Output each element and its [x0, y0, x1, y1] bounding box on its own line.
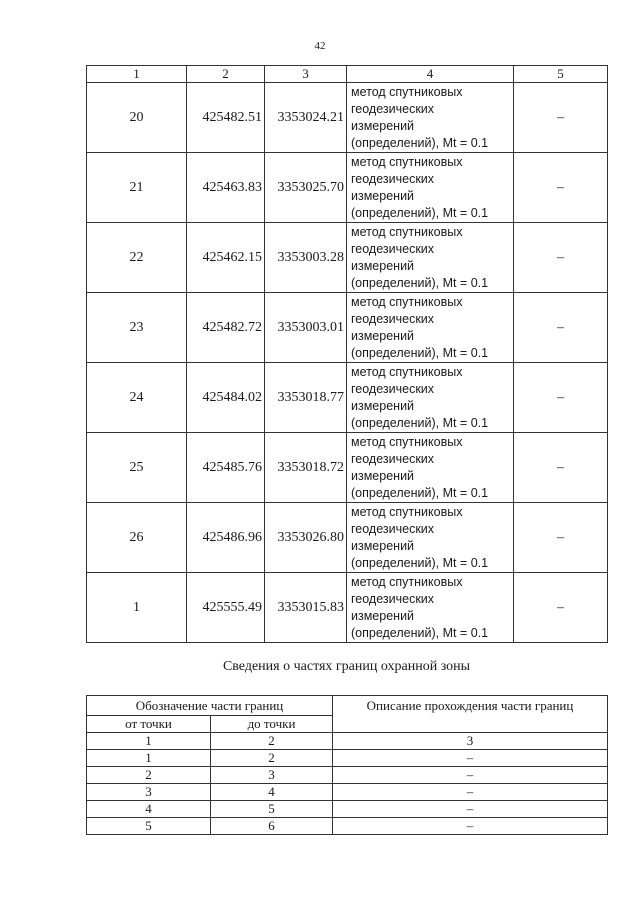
part-description: – [333, 750, 608, 767]
measurement-method [347, 223, 514, 293]
table-row [87, 784, 608, 801]
method-line: измерений [351, 258, 415, 273]
column-index: 2 [211, 733, 333, 750]
method-line: геодезических [351, 521, 435, 536]
page-number: 42 [314, 40, 326, 52]
point-number: 21 [87, 153, 187, 223]
column-index: 3 [333, 733, 608, 750]
to-point: 2 [211, 750, 333, 767]
method-line: метод спутниковых [351, 224, 463, 239]
header-description: Описание прохождения части границ [333, 696, 608, 733]
from-point: 3 [87, 784, 211, 801]
method-line: геодезических [351, 451, 435, 466]
note: – [514, 223, 608, 293]
section-heading: Сведения о частях границ охранной зоны [222, 659, 471, 674]
method-line: (определений), Mt = 0.1 [351, 135, 489, 150]
table-row [87, 223, 608, 293]
measurement-method [347, 83, 514, 153]
y-coordinate: 3353003.01 [265, 293, 347, 363]
header-part-designation: Обозначение части границ [87, 696, 333, 716]
to-point: 6 [211, 818, 333, 835]
column-header: 3 [265, 66, 347, 83]
y-coordinate: 3353003.28 [265, 223, 347, 293]
part-description: – [333, 818, 608, 835]
y-coordinate: 3353015.83 [265, 573, 347, 643]
table-row [87, 433, 608, 503]
note: – [514, 293, 608, 363]
x-coordinate: 425486.96 [187, 503, 265, 573]
part-description: – [333, 801, 608, 818]
note: – [514, 83, 608, 153]
x-coordinate: 425484.02 [187, 363, 265, 433]
method-line: геодезических [351, 171, 435, 186]
table-row [87, 750, 608, 767]
y-coordinate: 3353026.80 [265, 503, 347, 573]
note: – [514, 433, 608, 503]
column-header: 4 [347, 66, 514, 83]
coordinates-header-row [87, 66, 608, 83]
table-row [87, 153, 608, 223]
from-point: 2 [87, 767, 211, 784]
method-line: (определений), Mt = 0.1 [351, 555, 489, 570]
method-line: измерений [351, 328, 415, 343]
point-number: 20 [87, 83, 187, 153]
note: – [514, 573, 608, 643]
measurement-method [347, 153, 514, 223]
method-line: (определений), Mt = 0.1 [351, 275, 489, 290]
x-coordinate: 425555.49 [187, 573, 265, 643]
y-coordinate: 3353025.70 [265, 153, 347, 223]
method-line: метод спутниковых [351, 84, 463, 99]
method-line: метод спутниковых [351, 504, 463, 519]
x-coordinate: 425463.83 [187, 153, 265, 223]
method-line: геодезических [351, 311, 435, 326]
column-header: 2 [187, 66, 265, 83]
method-line: измерений [351, 608, 415, 623]
table-row [87, 363, 608, 433]
measurement-method [347, 433, 514, 503]
from-point: 1 [87, 750, 211, 767]
method-line: измерений [351, 468, 415, 483]
column-index-row [87, 733, 608, 750]
column-index: 1 [87, 733, 211, 750]
method-line: (определений), Mt = 0.1 [351, 415, 489, 430]
method-line: (определений), Mt = 0.1 [351, 205, 489, 220]
table-row [87, 83, 608, 153]
method-line: (определений), Mt = 0.1 [351, 345, 489, 360]
method-line: метод спутниковых [351, 364, 463, 379]
method-line: метод спутниковых [351, 154, 463, 169]
point-number: 26 [87, 503, 187, 573]
point-number: 22 [87, 223, 187, 293]
from-point: 4 [87, 801, 211, 818]
x-coordinate: 425462.15 [187, 223, 265, 293]
to-point: 4 [211, 784, 333, 801]
x-coordinate: 425482.51 [187, 83, 265, 153]
method-line: (определений), Mt = 0.1 [351, 625, 489, 640]
y-coordinate: 3353018.72 [265, 433, 347, 503]
method-line: геодезических [351, 241, 435, 256]
point-number: 1 [87, 573, 187, 643]
method-line: геодезических [351, 381, 435, 396]
table-row [87, 767, 608, 784]
to-point: 3 [211, 767, 333, 784]
column-header: 1 [87, 66, 187, 83]
table-row [87, 818, 608, 835]
x-coordinate: 425485.76 [187, 433, 265, 503]
measurement-method [347, 573, 514, 643]
from-point: 5 [87, 818, 211, 835]
y-coordinate: 3353024.21 [265, 83, 347, 153]
measurement-method [347, 363, 514, 433]
point-number: 23 [87, 293, 187, 363]
note: – [514, 503, 608, 573]
part-description: – [333, 784, 608, 801]
method-line: (определений), Mt = 0.1 [351, 485, 489, 500]
part-description: – [333, 767, 608, 784]
method-line: метод спутниковых [351, 434, 463, 449]
header-to-point: до точки [211, 716, 333, 733]
table-row [87, 801, 608, 818]
table-row [87, 573, 608, 643]
x-coordinate: 425482.72 [187, 293, 265, 363]
note: – [514, 153, 608, 223]
header-from-point: от точки [87, 716, 211, 733]
to-point: 5 [211, 801, 333, 818]
coordinates-table [86, 65, 608, 643]
method-line: геодезических [351, 101, 435, 116]
method-line: измерений [351, 188, 415, 203]
method-line: метод спутниковых [351, 574, 463, 589]
method-line: метод спутниковых [351, 294, 463, 309]
method-line: измерений [351, 398, 415, 413]
table-row [87, 293, 608, 363]
method-line: измерений [351, 538, 415, 553]
point-number: 25 [87, 433, 187, 503]
table-row [87, 503, 608, 573]
measurement-method [347, 503, 514, 573]
method-line: измерений [351, 118, 415, 133]
point-number: 24 [87, 363, 187, 433]
note: – [514, 363, 608, 433]
boundary-parts-table [86, 695, 608, 835]
measurement-method [347, 293, 514, 363]
column-header: 5 [514, 66, 608, 83]
method-line: геодезических [351, 591, 435, 606]
y-coordinate: 3353018.77 [265, 363, 347, 433]
